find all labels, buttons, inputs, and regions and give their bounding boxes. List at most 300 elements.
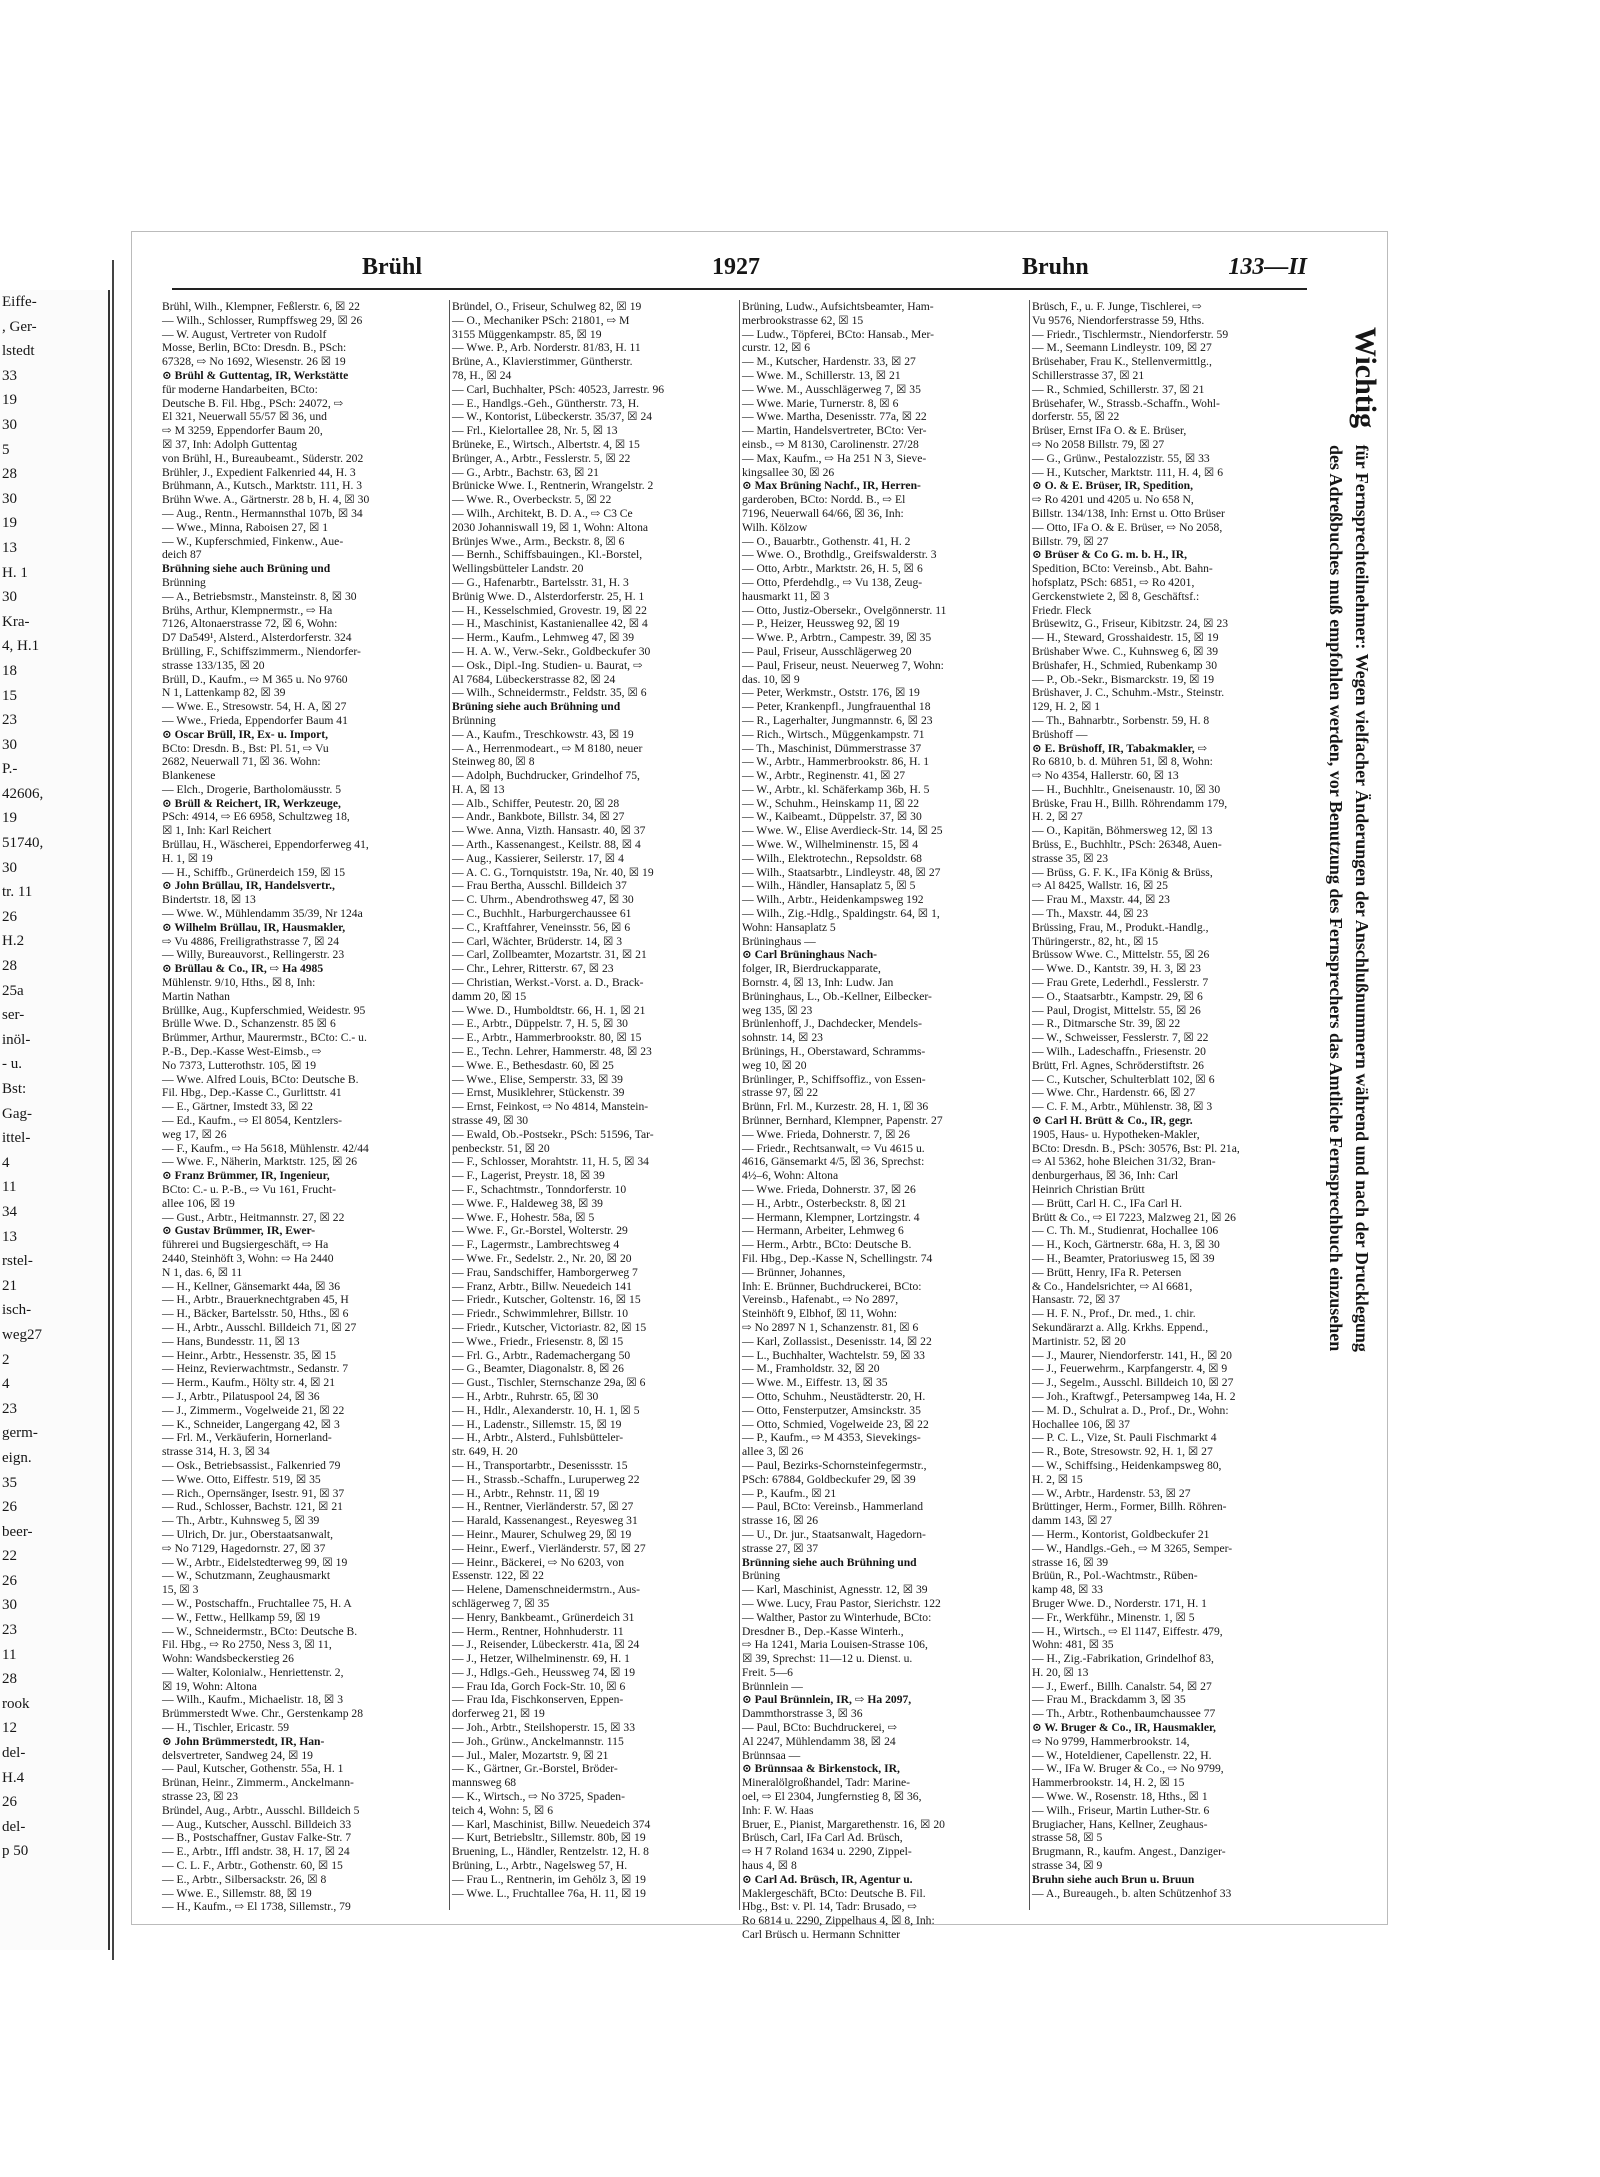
directory-entry-line: Hbg., Bst: v. Pl. 14, Tadr: Brusado, ⇨	[742, 1900, 918, 1914]
directory-entry-line: — Frl. G., Arbtr., Rademachergang 50	[452, 1348, 631, 1362]
directory-entry-line: — Osk., Dipl.-Ing. Studien- u. Baurat, ⇨	[452, 658, 643, 672]
directory-entry-line: Deutsche B. Fil. Hbg., PSch: 24072, ⇨	[162, 396, 344, 410]
directory-entry-line: — Peter, Werkmstr., Oststr. 176, ☒ 19	[742, 686, 920, 700]
edge-fragment: p 50	[2, 1843, 29, 1860]
edge-fragment: 19	[2, 810, 17, 827]
directory-entry-line: strasse 34, ☒ 9	[1032, 1859, 1103, 1873]
directory-entry-line: — Harald, Kassenangest., Reyesweg 31	[452, 1514, 638, 1528]
directory-entry-line: penbeckstr. 51, ☒ 20	[452, 1141, 550, 1155]
directory-entry-line: — Alb., Schiffer, Peutestr. 20, ☒ 28	[452, 796, 620, 810]
edge-fragment: 23	[2, 712, 17, 729]
directory-entry-line: 67328, ⇨ No 1692, Wiesenstr. 26 ☒ 19	[162, 355, 346, 369]
directory-entry-line: ⊙ Gustav Brümmer, IR, Ewer-	[162, 1224, 316, 1238]
directory-entry-line: schlägerweg 7, ☒ 35	[452, 1596, 550, 1610]
directory-entry-line: H. 2, ☒ 15	[1032, 1472, 1083, 1486]
directory-entry-line: ⇨ Al 8425, Wallstr. 16, ☒ 25	[1032, 879, 1168, 893]
directory-entry-line: — O., Staatsarbtr., Kampstr. 29, ☒ 6	[1032, 989, 1203, 1003]
directory-entry-line: — Wwe., Elise, Semperstr. 33, ☒ 39	[452, 1072, 623, 1086]
directory-entry-line: Brüsch, Carl, IFa Carl Ad. Brüsch,	[742, 1831, 903, 1845]
directory-entry-line: — E., Arbtr., Silbersackstr. 26, ☒ 8	[162, 1872, 327, 1886]
directory-entry-line: ⊙ W. Bruger & Co., IR, Hausmakler,	[1032, 1721, 1216, 1735]
directory-entry-line: — Friedr., Schwimmlehrer, Billstr. 10	[452, 1307, 629, 1321]
directory-entry-line: — E., Arbtr., Düppelstr. 7, H. 5, ☒ 30	[452, 1017, 628, 1031]
directory-entry-line: — A., Kaufm., Treschkowstr. 43, ☒ 19	[452, 727, 634, 741]
directory-entry-line: — H., Rentner, Vierländerstr. 57, ☒ 27	[452, 1500, 634, 1514]
edge-fragment: 5	[2, 441, 10, 458]
directory-entry-line: ⊙ Carl Brüninghaus Nach-	[742, 948, 878, 962]
directory-entry-line: Brünner, Bernhard, Klempner, Papenstr. 27	[742, 1114, 943, 1128]
directory-entry-line: Brüshoff —	[1032, 727, 1088, 741]
edge-fragment: H.2	[2, 933, 25, 950]
directory-entry-line: — H., Tischler, Ericastr. 59	[162, 1721, 290, 1735]
directory-entry-line: ⊙ Brühl & Guttentag, IR, Werkstätte	[162, 368, 349, 382]
directory-entry-line: — Wwe. Otto, Eiffestr. 519, ☒ 35	[162, 1472, 321, 1486]
directory-entry-line: Brugmann, R., kaufm. Angest., Danziger-	[1032, 1845, 1226, 1859]
directory-entry-line: — Aug., Rentn., Hermannsthal 107b, ☒ 34	[162, 506, 363, 520]
directory-entry-line: 7196, Neuerwall 64/66, ☒ 36, Inh:	[742, 506, 904, 520]
directory-entry-line: — Paul, Kutscher, Gothenstr. 55a, H. 1	[162, 1762, 344, 1776]
directory-entry-line: 7126, Altonaerstrasse 72, ☒ 6, Wohn:	[162, 617, 338, 631]
directory-entry-line: Bruening, L., Händler, Rentzelstr. 12, H. 8	[452, 1845, 649, 1859]
directory-entry-line: Billstr. 134/138, Inh: Ernst u. Otto Brüser	[1032, 506, 1225, 520]
directory-entry-line: Spedition, BCto: Vereinsb., Abt. Bahn-	[1032, 562, 1213, 576]
directory-entry-line: — Frau, Sandschiffer, Hamborgerweg 7	[452, 1265, 638, 1279]
directory-entry-line: — W., Arbtr., Reginenstr. 41, ☒ 27	[742, 769, 906, 783]
directory-entry-line: Brünn, Frl. M., Kurzestr. 28, H. 1, ☒ 36	[742, 1100, 929, 1114]
directory-entry-line: Steinweg 80, ☒ 8	[452, 755, 535, 769]
directory-entry-line: — C., Buchhlt., Harburgerchaussee 61	[452, 907, 632, 921]
directory-entry-line: — J., Ewerf., Billh. Canalstr. 54, ☒ 27	[1032, 1679, 1212, 1693]
directory-entry-line: mannsweg 68	[452, 1776, 517, 1790]
edge-fragment: 12	[2, 1720, 17, 1737]
edge-fragment: 11	[2, 1179, 17, 1196]
edge-fragment: rstel-	[2, 1253, 33, 1270]
directory-entry-line: ⇨ Al 5362, hohe Bleichen 31/32, Bran-	[1032, 1155, 1216, 1169]
directory-entry-line: Brünnsaa —	[742, 1748, 801, 1762]
directory-entry-line: BCto: Dresdn. B., PSch: 30576, Bst: Pl. 21a,	[1032, 1141, 1240, 1155]
directory-entry-line: — Martin, Handelsvertreter, BCto: Ver-	[742, 424, 927, 438]
header-last-entry: Bruhn	[1022, 254, 1089, 280]
directory-entry-line: Brühs, Arthur, Klempnermstr., ⇨ Ha	[162, 603, 333, 617]
edge-fragment: 23	[2, 1400, 17, 1417]
directory-entry-line: — Wwe. F., Gr.-Borstel, Wolterstr. 29	[452, 1224, 628, 1238]
directory-entry-line: — Wwe. O., Brothdlg., Greifswalderstr. 3	[742, 548, 937, 562]
directory-entry-line: Bründel, Aug., Arbtr., Ausschl. Billdeich 5	[162, 1803, 360, 1817]
directory-entry-line: — Willy, Bureauvorst., Rellingerstr. 23	[162, 948, 345, 962]
directory-entry-line: Mineralölgroßhandel, Tadr: Marine-	[742, 1776, 910, 1790]
directory-entry-line: — Friedr., Kutscher, Victoriastr. 82, ☒ 15	[452, 1320, 647, 1334]
directory-entry-line: — Bernh., Schiffsbauingen., Kl.-Borstel,	[452, 548, 643, 562]
directory-entry-line: — B., Postschaffner, Gustav Falke-Str. 7	[162, 1831, 351, 1845]
directory-entry-line: ⇨ M 3259, Eppendorfer Baum 20,	[162, 424, 323, 438]
edge-fragment: Bst:	[2, 1081, 27, 1097]
directory-entry-line: — H., Buchhltr., Gneisenaustr. 10, ☒ 30	[1032, 782, 1221, 796]
directory-entry-line: Martinistr. 52, ☒ 20	[1032, 1334, 1126, 1348]
directory-entry-line: — Frau Bertha, Ausschl. Billdeich 37	[452, 879, 627, 893]
edge-fragment: 28	[2, 466, 17, 483]
directory-entry-line: 2440, Steinhöft 3, Wohn: ⇨ Ha 2440	[162, 1251, 334, 1265]
directory-entry-line: — H., Kutscher, Marktstr. 111, H. 4, ☒ 6	[1032, 465, 1224, 479]
edge-fragment: 30	[2, 736, 17, 753]
edge-fragment: beer-	[2, 1523, 33, 1540]
directory-entry-line: — H. F. N., Prof., Dr. med., 1. chir.	[1032, 1307, 1196, 1321]
directory-entry-line: PSch: 4914, ⇨ E6 6958, Schultzweg 18,	[162, 810, 350, 824]
directory-entry-line: H. 20, ☒ 13	[1032, 1665, 1089, 1679]
directory-entry-line: ⊙ Paul Brünnlein, IR, ⇨ Ha 2097,	[742, 1693, 912, 1707]
directory-entry-line: führerei und Bugsiergeschäft, ⇨ Ha	[162, 1238, 329, 1252]
directory-entry-line: — E., Arbtr., Hammerbrookstr. 80, ☒ 15	[452, 1031, 642, 1045]
edge-fragment: ittel-	[2, 1130, 31, 1147]
directory-entry-line: ⇨ No 2897 N 1, Schanzenstr. 81, ☒ 6	[742, 1320, 919, 1334]
directory-entry-line: Brüning, L., Arbtr., Nagelsweg 57, H.	[452, 1859, 628, 1873]
directory-entry-line: 4½–6, Wohn: Altona	[742, 1169, 839, 1183]
directory-entry-line: N 1, Lattenkamp 82, ☒ 39	[162, 686, 286, 700]
edge-fragment: 25a	[2, 982, 24, 999]
directory-entry-line: — Heinz, Revierwachtmstr., Sedanstr. 7	[162, 1362, 349, 1376]
directory-entry-line: kamp 48, ☒ 33	[1032, 1583, 1103, 1597]
directory-entry-line: — J., Arbtr., Pilatuspool 24, ☒ 36	[162, 1389, 320, 1403]
edge-fragment: 26	[2, 1572, 17, 1589]
directory-entry-line: — Ewald, Ob.-Postsekr., PSch: 51596, Tar-	[452, 1127, 654, 1141]
directory-entry-line: Fil. Hbg., Dep.-Kasse N, Schellingstr. 74	[742, 1251, 933, 1265]
directory-entry-line: — Wwe. L., Fruchtallee 76a, H. 11, ☒ 19	[452, 1886, 646, 1900]
directory-entry-line: — Wwe. P., Arb. Norderstr. 81/83, H. 11	[452, 341, 641, 355]
directory-entry-line: D7 Da549¹, Alsterd., Alsterdorferstr. 324	[162, 631, 352, 645]
directory-entry-line: — Karl, Zollassist., Desenisstr. 14, ☒ 22	[742, 1334, 932, 1348]
directory-entry-line: — M. D., Schulrat a. D., Prof., Dr., Wohn:	[1032, 1403, 1229, 1417]
directory-entry-line: — C., Kraftfahrer, Veneinsstr. 56, ☒ 6	[452, 920, 631, 934]
directory-entry-line: BCto: Dresdn. B., Bst: Pl. 51, ⇨ Vu	[162, 741, 329, 755]
directory-entry-line: Brülle Wwe. D., Schanzenstr. 85 ☒ 6	[162, 1017, 336, 1031]
directory-entry-line: — H., Transportarbtr., Desenissstr. 15	[452, 1458, 628, 1472]
edge-fragment: 34	[2, 1203, 17, 1220]
directory-entry-line: — Ernst, Musiklehrer, Stückenstr. 39	[452, 1086, 625, 1100]
directory-entry-line: Essenstr. 122, ☒ 22	[452, 1569, 544, 1583]
directory-entry-line: — Wwe. Anna, Vizth. Hansastr. 40, ☒ 37	[452, 824, 646, 838]
directory-entry-line: — H., Kaufm., ⇨ El 1738, Sillemstr., 79	[162, 1900, 351, 1914]
directory-entry-line: Brüsch, F., u. F. Junge, Tischlerei, ⇨	[1032, 300, 1202, 313]
directory-entry-line: für moderne Handarbeiten, BCto:	[162, 382, 318, 396]
directory-entry-line: — Heinr., Arbtr., Hessenstr. 35, ☒ 15	[162, 1348, 336, 1362]
directory-entry-line: strasse 35, ☒ 23	[1032, 851, 1109, 865]
directory-entry-line: — W., Kontorist, Lübeckerstr. 35/37, ☒ 24	[452, 410, 653, 424]
directory-entry-line: — Hermann, Klempner, Lortzingstr. 4	[742, 1210, 920, 1224]
directory-entry-line: — C. L. F., Arbtr., Gothenstr. 60, ☒ 15	[162, 1859, 343, 1873]
directory-entry-line: — A., Herrenmodeart., ⇨ M 8180, neuer	[452, 741, 643, 755]
directory-entry-line: — R., Schmied, Schillerstr. 37, ☒ 21	[1032, 382, 1205, 396]
directory-entry-line: Hochallee 106, ☒ 37	[1032, 1417, 1130, 1431]
directory-entry-line: Friedr. Fleck	[1032, 603, 1092, 617]
directory-entry-line: — Elch., Drogerie, Bartholomäusstr. 5	[162, 782, 342, 796]
directory-entry-line: — W., Handlgs.-Geh., ⇨ M 3265, Semper-	[1032, 1541, 1233, 1555]
directory-entry-line: — F., Schachtmstr., Tonndorferstr. 10	[452, 1183, 627, 1196]
directory-entry-line: — Wwe. E., Stresowstr. 54, H. A, ☒ 27	[162, 700, 347, 714]
directory-entry-line: hofsplatz, PSch: 6851, ⇨ Ro 4201,	[1032, 575, 1195, 589]
directory-entry-line: Inh: F. W. Haas	[742, 1803, 814, 1817]
directory-entry-line: — W., Arbtr., kl. Schäferkamp 36b, H. 5	[742, 782, 930, 796]
directory-entry-line: Hansastr. 72, ☒ 37	[1032, 1293, 1121, 1307]
directory-entry-line: das. 10, ☒ 9	[742, 672, 800, 686]
directory-entry-line: ⇨ No 9799, Hammerbrookstr. 14,	[1032, 1734, 1190, 1748]
directory-entry-line: — E., Arbtr., Iffl andstr. 38, H. 17, ☒ 24	[162, 1845, 350, 1859]
directory-entry-line: — Otto, IFa O. & E. Brüser, ⇨ No 2058,	[1032, 520, 1223, 534]
directory-entry-line: — U., Dr. jur., Staatsanwalt, Hagedorn-	[742, 1527, 926, 1541]
directory-entry-line: — Frau Ida, Fischkonserven, Eppen-	[452, 1693, 624, 1707]
directory-entry-line: — Brütt, Carl H. C., IFa Carl H.	[1032, 1196, 1183, 1210]
directory-entry-line: — Ludw., Töpferei, BCto: Hansab., Mer-	[742, 327, 934, 341]
directory-entry-line: — H., Arbtr., Ausschl. Billdeich 71, ☒ 27	[162, 1320, 357, 1334]
directory-entry-line: — G., Grünw., Pestalozzistr. 55, ☒ 33	[1032, 451, 1210, 465]
directory-entry-line: — P., Ob.-Sekr., Bismarckstr. 19, ☒ 19	[1032, 672, 1215, 686]
directory-entry-line: 2682, Neuerwall 71, ☒ 36. Wohn:	[162, 755, 321, 769]
edge-fragment: 30	[2, 1597, 17, 1614]
directory-entry-line: Brüsehafer, W., Strassb.-Schaffn., Wohl-	[1032, 396, 1220, 410]
page-gutter	[112, 260, 114, 1960]
directory-entry-line: Brümmer, Arthur, Maurermstr., BCto: C.- u.	[162, 1031, 367, 1045]
directory-entry-line: — P., Heizer, Heussweg 92, ☒ 19	[742, 617, 900, 631]
edge-fragment: 42606,	[2, 785, 44, 802]
directory-entry-line: teich 4, Wohn: 5, ☒ 6	[452, 1803, 554, 1817]
directory-entry-line: ⊙ Brüser & Co G. m. b. H., IR,	[1032, 548, 1188, 562]
directory-entry-line: — R., Lagerhalter, Jungmannstr. 6, ☒ 23	[742, 713, 933, 727]
directory-entry-line: — W. August, Vertreter von Rudolf	[162, 327, 327, 341]
directory-entry-line: — Paul, BCto: Vereinsb., Hammerland	[742, 1500, 924, 1514]
edge-fragment: rook	[2, 1695, 30, 1712]
directory-entry-line: Fil. Hbg., ⇨ Ro 2750, Ness 3, ☒ 11,	[162, 1638, 332, 1652]
directory-entry-line: — W., Kupferschmied, Finkenw., Aue-	[162, 534, 344, 548]
directory-entry-line: — Rud., Schlosser, Bachstr. 121, ☒ 21	[162, 1500, 343, 1514]
directory-entry-line: Brüninghaus —	[742, 934, 816, 948]
edge-fragment: 33	[2, 367, 17, 384]
directory-entry-line: — Wwe., Frieda, Eppendorfer Baum 41	[162, 713, 348, 727]
edge-fragment: 11	[2, 1646, 17, 1663]
directory-entry-line: Ro 6810, b. d. Mühren 51, ☒ 8, Wohn:	[1032, 755, 1213, 769]
directory-entry-line: — Wilh., Ladeschaffn., Friesenstr. 20	[1032, 1045, 1206, 1059]
directory-entry-line: — C. Uhrm., Abendrothsweg 47, ☒ 30	[452, 893, 634, 907]
directory-entry-line: — W., Kaibeamt., Düppelstr. 37, ☒ 30	[742, 810, 922, 824]
directory-entry-line: Brüshaber Wwe. C., Kuhnsweg 6, ☒ 39	[1032, 644, 1218, 658]
directory-entry-line: — Wwe. Chr., Hardenstr. 66, ☒ 27	[1032, 1086, 1196, 1100]
directory-entry-line: — H., Zig.-Fabrikation, Grindelhof 83,	[1032, 1652, 1214, 1666]
directory-entry-line: strasse 97, ☒ 22	[742, 1086, 819, 1100]
directory-entry-line: Brünig Wwe. D., Alsterdorferstr. 25, H. 1	[452, 589, 645, 603]
directory-entry-line: Brüssow Wwe. C., Mittelstr. 55, ☒ 26	[1032, 948, 1210, 962]
directory-entry-line: — Frau Grete, Lederhdl., Fesslerstr. 7	[1032, 976, 1209, 990]
directory-column-3	[742, 300, 1024, 1942]
edge-fragment: 28	[2, 1671, 17, 1688]
directory-entry-line: — Wilh., Zig.-Hdlg., Spaldingstr. 64, ☒ 1,	[742, 907, 940, 921]
directory-entry-line: — P. C. L., Vize, St. Pauli Fischmarkt 4	[1032, 1431, 1217, 1445]
directory-entry-line: Al 2247, Mühlendamm 38, ☒ 24	[742, 1734, 896, 1748]
directory-entry-line: ⊙ Brünnsaa & Birkenstock, IR,	[742, 1762, 900, 1776]
directory-entry-line: Brüllau, H., Wäscherei, Eppendorferweg 41,	[162, 838, 369, 852]
directory-entry-line: 78, H., ☒ 24	[452, 368, 512, 382]
directory-entry-line: — H., Strassb.-Schaffn., Luruperweg 22	[452, 1472, 640, 1486]
page-number: 133—II	[1228, 254, 1307, 280]
directory-entry-line: & Co., Handelsrichter, ⇨ Al 6681,	[1032, 1279, 1193, 1293]
directory-entry-line: — G., Beamter, Diagonalstr. 8, ☒ 26	[452, 1362, 624, 1376]
edge-fragment: 18	[2, 662, 17, 679]
directory-entry-line: — Max, Kaufm., ⇨ Ha 251 N 3, Sieve-	[742, 451, 927, 465]
directory-entry-line: sohnstr. 14, ☒ 23	[742, 1031, 823, 1045]
directory-entry-line: Schillerstrasse 37, ☒ 21	[1032, 368, 1145, 382]
directory-entry-line: — J., Feuerwehrm., Karpfangerstr. 4, ☒ 9	[1032, 1362, 1228, 1376]
directory-entry-line: — K., Gärtner, Gr.-Borstel, Bröder-	[452, 1762, 618, 1776]
directory-entry-line: ⊙ Max Brüning Nachf., IR, Herren-	[742, 479, 921, 493]
directory-entry-line: — Frau Ida, Gorch Fock-Str. 10, ☒ 6	[452, 1679, 626, 1693]
directory-entry-line: — Henry, Bankbeamt., Grünerdeich 31	[452, 1610, 635, 1624]
directory-entry-line: ⊙ John Brümmerstedt, IR, Han-	[162, 1734, 325, 1748]
directory-entry-line: weg 135, ☒ 23	[742, 1003, 813, 1017]
directory-entry-line: — Otto, Fensterputzer, Amsinckstr. 35	[742, 1403, 921, 1417]
directory-entry-line: strasse 58, ☒ 5	[1032, 1831, 1103, 1845]
directory-entry-line: — Friedr., Kutscher, Goltenstr. 16, ☒ 15	[452, 1293, 641, 1307]
side-notice	[1320, 327, 1382, 1887]
directory-entry-line: — Otto, Schmied, Vogelweide 23, ☒ 22	[742, 1417, 929, 1431]
directory-entry-line: — R., Bote, Stresowstr. 92, H. 1, ☒ 27	[1032, 1445, 1213, 1459]
directory-entry-line: ⇨ Ro 4201 und 4205 u. No 658 N,	[1032, 493, 1194, 507]
edge-fragment: 2	[2, 1351, 10, 1368]
edge-fragment: 22	[2, 1548, 17, 1565]
directory-entry-line: Mühlenstr. 9/10, Hths., ☒ 8, Inh:	[162, 976, 316, 990]
directory-entry-line: — H., Bäcker, Bartelsstr. 50, Hths., ☒ 6	[162, 1307, 349, 1321]
directory-entry-line: H. A, ☒ 13	[452, 782, 505, 796]
directory-entry-line: — W., Schneidermstr., BCto: Deutsche B.	[162, 1624, 358, 1638]
directory-entry-line: — J., Segelm., Ausschl. Billdeich 10, ☒ 27	[1032, 1376, 1234, 1390]
directory-column-4	[1032, 300, 1302, 1910]
directory-entry-line: Blankenese	[162, 769, 216, 783]
directory-entry-line: Dresdner B., Dep.-Kasse Winterh.,	[742, 1624, 904, 1638]
column-rule	[1029, 300, 1030, 1910]
directory-entry-line: Brünning	[162, 575, 206, 589]
directory-entry-line: — Paul, Friseur, Ausschlägerweg 20	[742, 644, 912, 658]
directory-entry-line: — H., Arbtr., Alsterd., Fuhlsbütteler-	[452, 1431, 624, 1445]
directory-entry-line: — Wwe. D., Humboldtstr. 66, H. 1, ☒ 21	[452, 1003, 646, 1017]
directory-entry-line: — Wwe., Minna, Raboisen 27, ☒ 1	[162, 520, 329, 534]
directory-entry-line: folger, IR, Bierdruckapparate,	[742, 962, 881, 976]
directory-entry-line: Hammerbrookstr. 14, H. 2, ☒ 15	[1032, 1776, 1185, 1790]
directory-entry-line: ⊙ E. Brüshoff, IR, Tabakmakler, ⇨	[1032, 741, 1208, 755]
directory-entry-line: ⇨ No 2058 Billstr. 79, ☒ 27	[1032, 437, 1165, 451]
directory-entry-line: — E., Handlgs.-Geh., Güntherstr. 73, H.	[452, 396, 640, 410]
directory-entry-line: haus 4, ☒ 8	[742, 1859, 797, 1873]
directory-entry-line: Brüning siehe auch Brühning und	[452, 700, 621, 714]
directory-entry-line: — Adolph, Buchdrucker, Grindelhof 75,	[452, 769, 640, 783]
edge-fragment: 28	[2, 958, 17, 975]
directory-entry-line: ☒ 37, Inh: Adolph Guttentag	[162, 437, 298, 451]
directory-entry-line: — Joh., Arbtr., Steilshoperstr. 15, ☒ 33	[452, 1721, 636, 1735]
directory-entry-line: str. 649, H. 20	[452, 1445, 518, 1459]
directory-entry-line: Brünlenhoff, J., Dachdecker, Mendels-	[742, 1017, 922, 1031]
directory-entry-line: merbrookstrasse 62, ☒ 15	[742, 313, 864, 327]
directory-entry-line: — W., Schutzmann, Zeughausmarkt	[162, 1569, 331, 1583]
directory-entry-line: — Th., Maxstr. 44, ☒ 23	[1032, 907, 1149, 921]
directory-entry-line: Brünning	[452, 713, 496, 727]
directory-entry-line: — Brünner, Johannes,	[742, 1265, 846, 1279]
directory-entry-line: — Wwe. W., Rosenstr. 18, Hths., ☒ 1	[1032, 1790, 1208, 1804]
directory-entry-line: — Aug., Kassierer, Seilerstr. 17, ☒ 4	[452, 851, 624, 865]
directory-entry-line: Heinrich Christian Brütt	[1032, 1183, 1145, 1196]
page-header	[172, 254, 1307, 290]
edge-fragment: P.-	[2, 761, 18, 778]
directory-entry-line: H. 2, ☒ 27	[1032, 810, 1083, 824]
directory-entry-line: Bruer, E., Pianist, Margarethenstr. 16, ☒ 20	[742, 1817, 945, 1831]
directory-entry-line: damm 20, ☒ 15	[452, 989, 527, 1003]
directory-entry-line: — Peter, Krankenpfl., Jungfrauenthal 18	[742, 700, 931, 714]
directory-entry-line: Steinhöft 9, Elbhof, ☒ 11, Wohn:	[742, 1307, 898, 1321]
directory-entry-line: Billstr. 79, ☒ 27	[1032, 534, 1109, 548]
directory-entry-line: kingsallee 30, ☒ 26	[742, 465, 835, 479]
directory-entry-line: — Wwe. M., Schillerstr. 13, ☒ 21	[742, 368, 901, 382]
directory-entry-line: Brüss, E., Buchhltr., PSch: 26348, Auen-	[1032, 838, 1222, 852]
directory-entry-line: — Kurt, Betriebsltr., Sillemstr. 80b, ☒ 19	[452, 1831, 646, 1845]
edge-fragment: Kra-	[2, 613, 30, 630]
directory-entry-line: — Helene, Damenschneidermstrn., Aus-	[452, 1583, 641, 1597]
directory-entry-line: N 1, das. 6, ☒ 11	[162, 1265, 243, 1279]
directory-entry-line: — Fr., Werkführ., Minenstr. 1, ☒ 5	[1032, 1610, 1195, 1624]
column-rule	[449, 300, 450, 1910]
directory-entry-line: — K., Wirtsch., ⇨ No 3725, Spaden-	[452, 1790, 625, 1804]
directory-entry-line: ⊙ Carl Ad. Brüsch, IR, Agentur u.	[742, 1872, 913, 1886]
directory-entry-line: — G., Arbtr., Bachstr. 63, ☒ 21	[452, 465, 599, 479]
directory-entry-line: — W., Arbtr., Eidelstedterweg 99, ☒ 19	[162, 1555, 348, 1569]
directory-entry-line: — J., Hdlgs.-Geh., Heussweg 74, ☒ 19	[452, 1665, 635, 1679]
directory-entry-line: — Andr., Bankbote, Billstr. 34, ☒ 27	[452, 810, 625, 824]
edge-fragment: del-	[2, 1818, 26, 1835]
directory-entry-line: — C. F. M., Arbtr., Mühlenstr. 38, ☒ 3	[1032, 1100, 1213, 1114]
directory-entry-line: BCto: C.- u. P.-B., ⇨ Vu 161, Frucht-	[162, 1183, 337, 1196]
directory-entry-line: einsb., ⇨ M 8130, Carolinenstr. 27/28	[742, 437, 919, 451]
directory-entry-line: Brühler, J., Expedient Falkenried 44, H. 3	[162, 465, 356, 479]
header-year: 1927	[712, 254, 760, 280]
directory-entry-line: El 321, Neuerwall 55/57 ☒ 36, und	[162, 410, 327, 424]
edge-fragment: Gag-	[2, 1105, 32, 1122]
directory-entry-line: ☒ 39, Sprechst: 11—12 u. Dienst. u.	[742, 1652, 913, 1666]
directory-entry-line: — F., Kaufm., ⇨ Ha 5618, Mühlenstr. 42/44	[162, 1141, 369, 1155]
column-rule	[739, 300, 740, 1910]
directory-entry-line: — Wilh., Friseur, Martin Luther-Str. 6	[1032, 1803, 1210, 1817]
directory-entry-line: — Joh., Grünw., Anckelmannstr. 115	[452, 1734, 624, 1748]
edge-fragment: 51740,	[2, 835, 44, 852]
directory-entry-line: PSch: 67884, Goldbeckufer 29, ☒ 39	[742, 1472, 916, 1486]
directory-entry-line: — Ernst, Feinkost, ⇨ No 4814, Manstein-	[452, 1100, 649, 1114]
edge-fragment: 4, H.1	[2, 638, 40, 655]
edge-fragment: Eiffe-	[2, 294, 37, 310]
directory-entry-line: — Otto, Pferdehdlg., ⇨ Vu 138, Zeug-	[742, 575, 923, 589]
edge-fragment: 19	[2, 392, 17, 409]
edge-fragment: H. 1	[2, 564, 28, 581]
edge-fragment: 26	[2, 1794, 17, 1811]
directory-entry-line: Sekundärarzt a. Allg. Krkhs. Eppend.,	[1032, 1320, 1209, 1334]
directory-entry-line: — Frau L., Rentnerin, im Gehölz 3, ☒ 19	[452, 1872, 646, 1886]
directory-entry-line: weg 10, ☒ 20	[742, 1058, 807, 1072]
directory-entry-line: Bruger Wwe. D., Norderstr. 171, H. 1	[1032, 1596, 1207, 1610]
edge-fragment: 30	[2, 416, 17, 433]
directory-entry-line: delsvertreter, Sandweg 24, ☒ 19	[162, 1748, 313, 1762]
directory-entry-line: Brüsewitz, G., Friseur, Kibitzstr. 24, ☒ 23	[1032, 617, 1229, 631]
directory-entry-line: — Wilh., Händler, Hansaplatz 5, ☒ 5	[742, 879, 916, 893]
edge-fragment: 15	[2, 687, 17, 704]
directory-entry-line: allee 106, ☒ 19	[162, 1196, 235, 1210]
directory-entry-line: Brümmerstedt Wwe. Chr., Gerstenkamp 28	[162, 1707, 364, 1721]
directory-entry-line: — Wilh., Elektrotechn., Repsoldstr. 68	[742, 851, 922, 865]
directory-entry-line: von Brühl, H., Bureaubeamt., Süderstr. 202	[162, 451, 364, 465]
directory-entry-line: ⊙ Carl H. Brütt & Co., IR, gegr.	[1032, 1114, 1193, 1128]
directory-entry-line: — Walter, Kolonialw., Henriettenstr. 2,	[162, 1665, 344, 1679]
directory-entry-line: — H. A. W., Verw.-Sekr., Goldbeckufer 30	[452, 644, 651, 658]
notice-line-1: für Fernsprechteilnehmer: Wegen vielfacher Änderungen der Anschlußnummern während und nach der Drucklegung	[1352, 444, 1372, 1352]
directory-entry-line: — Wwe. M., Ausschlägerweg 7, ☒ 35	[742, 382, 921, 396]
